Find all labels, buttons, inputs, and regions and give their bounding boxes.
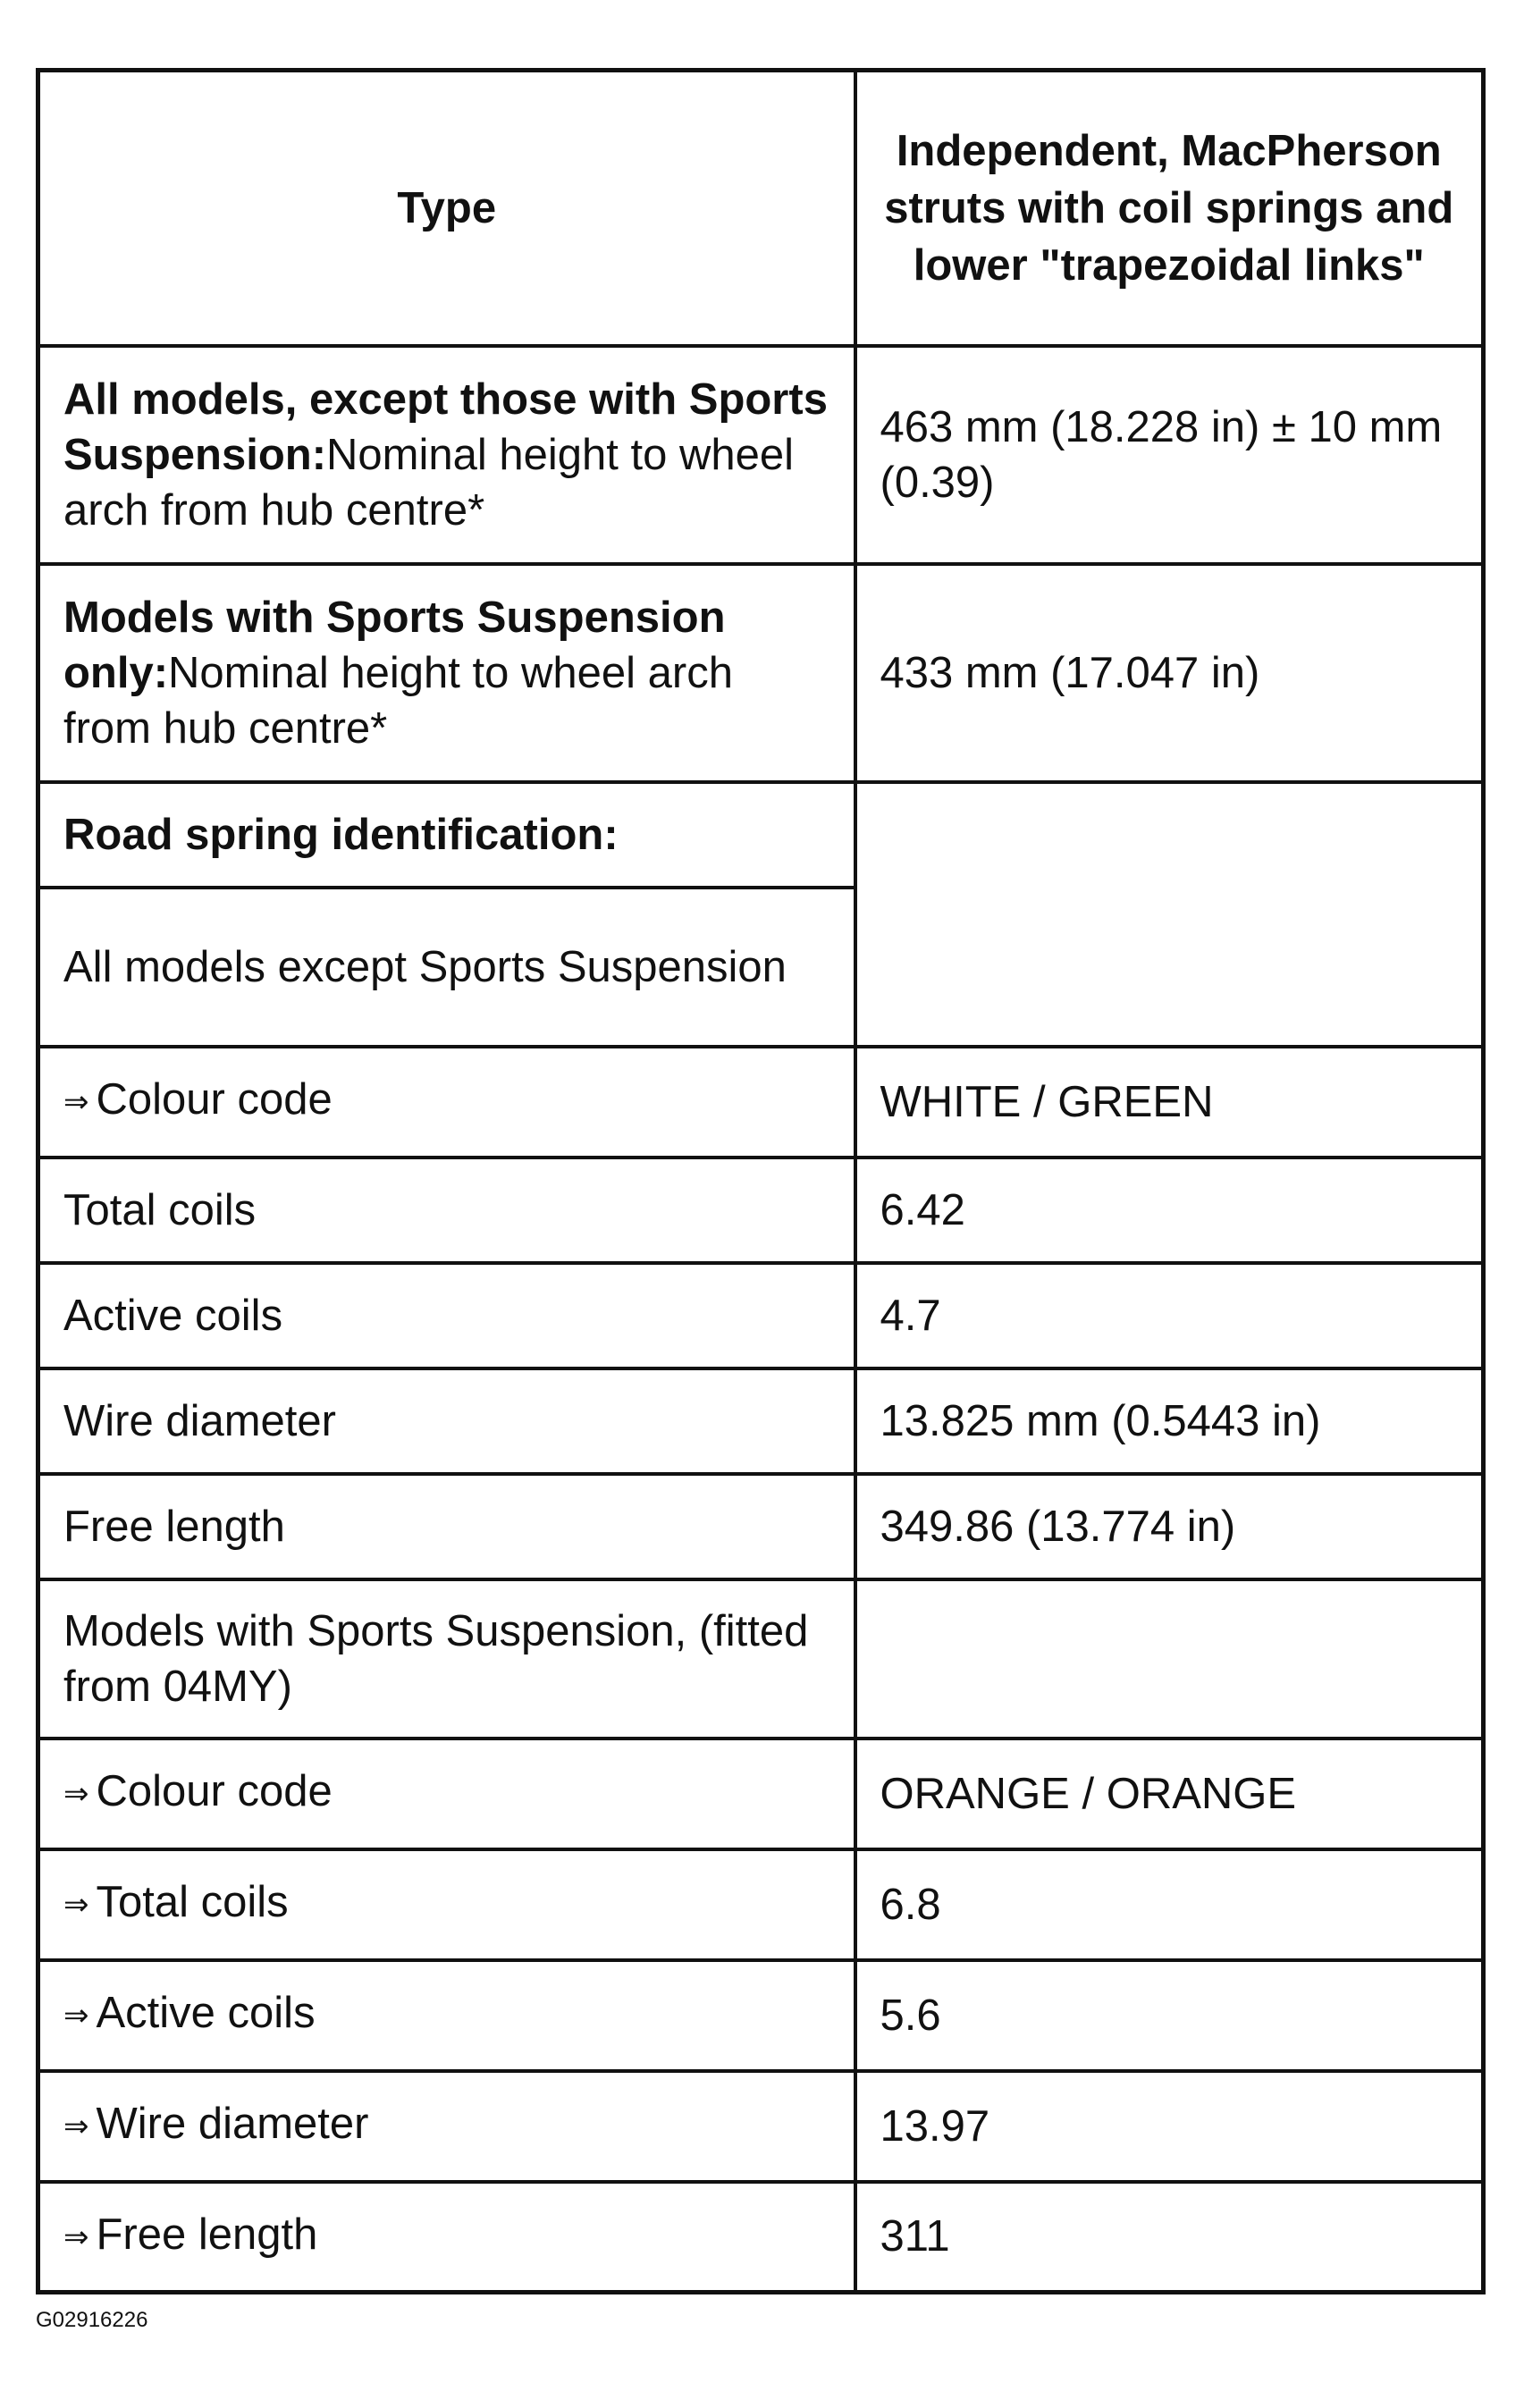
table-row	[38, 1579, 1484, 1739]
arrow-icon: ⇒	[63, 2109, 89, 2143]
arrow-icon: ⇒	[63, 1085, 89, 1119]
table-row	[38, 2182, 1484, 2293]
standard-free-length-value: 349.86 (13.774 in)	[855, 1474, 1484, 1579]
spring-identification-title: Road spring identification:	[38, 782, 855, 888]
table-row	[38, 346, 1484, 564]
table-row	[38, 1960, 1484, 2071]
row-label: Free length	[96, 2210, 318, 2259]
standard-colour-code-value: WHITE / GREEN	[855, 1047, 1484, 1158]
suspension-spec-table	[36, 68, 1486, 2294]
ride-height-sports-bold: Models with Sports Suspension only:	[63, 593, 726, 697]
ride-height-standard-text: Nominal height to wheel arch from hub centre*	[63, 430, 795, 535]
ride-height-standard-value: 463 mm (18.228 in) ± 10 mm (0.39)	[855, 346, 1484, 564]
table-row	[38, 1739, 1484, 1849]
header-type-cell: Type	[38, 71, 855, 346]
sports-total-coils-label	[38, 1849, 855, 1960]
sports-free-length-label	[38, 2182, 855, 2293]
sports-active-coils-label	[38, 1960, 855, 2071]
table-row	[38, 1263, 1484, 1368]
ride-height-standard-bold: All models, except those with Sports Suspension:	[63, 375, 828, 479]
table-row	[38, 1849, 1484, 1960]
sports-wire-diameter-value: 13.97	[855, 2071, 1484, 2182]
header-type-value-cell: Independent, MacPherson struts with coil springs and lower "trapezoidal links"	[855, 71, 1484, 346]
ride-height-standard-label	[38, 346, 855, 564]
row-label: Colour code	[96, 1075, 333, 1124]
table-row	[38, 1368, 1484, 1474]
standard-total-coils-value: 6.42	[855, 1158, 1484, 1263]
arrow-icon: ⇒	[63, 1999, 89, 2033]
sports-colour-code-label	[38, 1739, 855, 1849]
standard-colour-code-label	[38, 1047, 855, 1158]
arrow-icon: ⇒	[63, 1888, 89, 1922]
ride-height-sports-label	[38, 564, 855, 782]
sports-active-coils-value: 5.6	[855, 1960, 1484, 2071]
sports-group-title: Models with Sports Suspension, (fitted from 04MY)	[38, 1579, 855, 1739]
sports-colour-code-value: ORANGE / ORANGE	[855, 1739, 1484, 1849]
sports-free-length-value: 311	[855, 2182, 1484, 2293]
table-row	[38, 782, 1484, 888]
empty-value-cell	[855, 1579, 1484, 1739]
row-label: Colour code	[96, 1767, 333, 1815]
ride-height-sports-text: Nominal height to wheel arch from hub centre*	[63, 648, 733, 753]
standard-active-coils-value: 4.7	[855, 1263, 1484, 1368]
standard-wire-diameter-label: Wire diameter	[38, 1368, 855, 1474]
table-row	[38, 1158, 1484, 1263]
row-label: Active coils	[96, 1989, 316, 2037]
sports-total-coils-value: 6.8	[855, 1849, 1484, 1960]
sports-wire-diameter-label	[38, 2071, 855, 2182]
table-row	[38, 1047, 1484, 1158]
standard-free-length-label: Free length	[38, 1474, 855, 1579]
standard-total-coils-label: Total coils	[38, 1158, 855, 1263]
empty-value-cell	[855, 782, 1484, 1047]
standard-active-coils-label: Active coils	[38, 1263, 855, 1368]
figure-id-label: G02916226	[36, 2308, 148, 2332]
row-label: Wire diameter	[96, 2100, 369, 2148]
table-row	[38, 1474, 1484, 1579]
table-row	[38, 564, 1484, 782]
row-label: Total coils	[96, 1878, 289, 1926]
table-header-row	[38, 71, 1484, 346]
ride-height-sports-value: 433 mm (17.047 in)	[855, 564, 1484, 782]
arrow-icon: ⇒	[63, 1777, 89, 1811]
standard-group-title: All models except Sports Suspension	[38, 888, 855, 1047]
arrow-icon: ⇒	[63, 2219, 89, 2254]
table-row	[38, 2071, 1484, 2182]
standard-wire-diameter-value: 13.825 mm (0.5443 in)	[855, 1368, 1484, 1474]
